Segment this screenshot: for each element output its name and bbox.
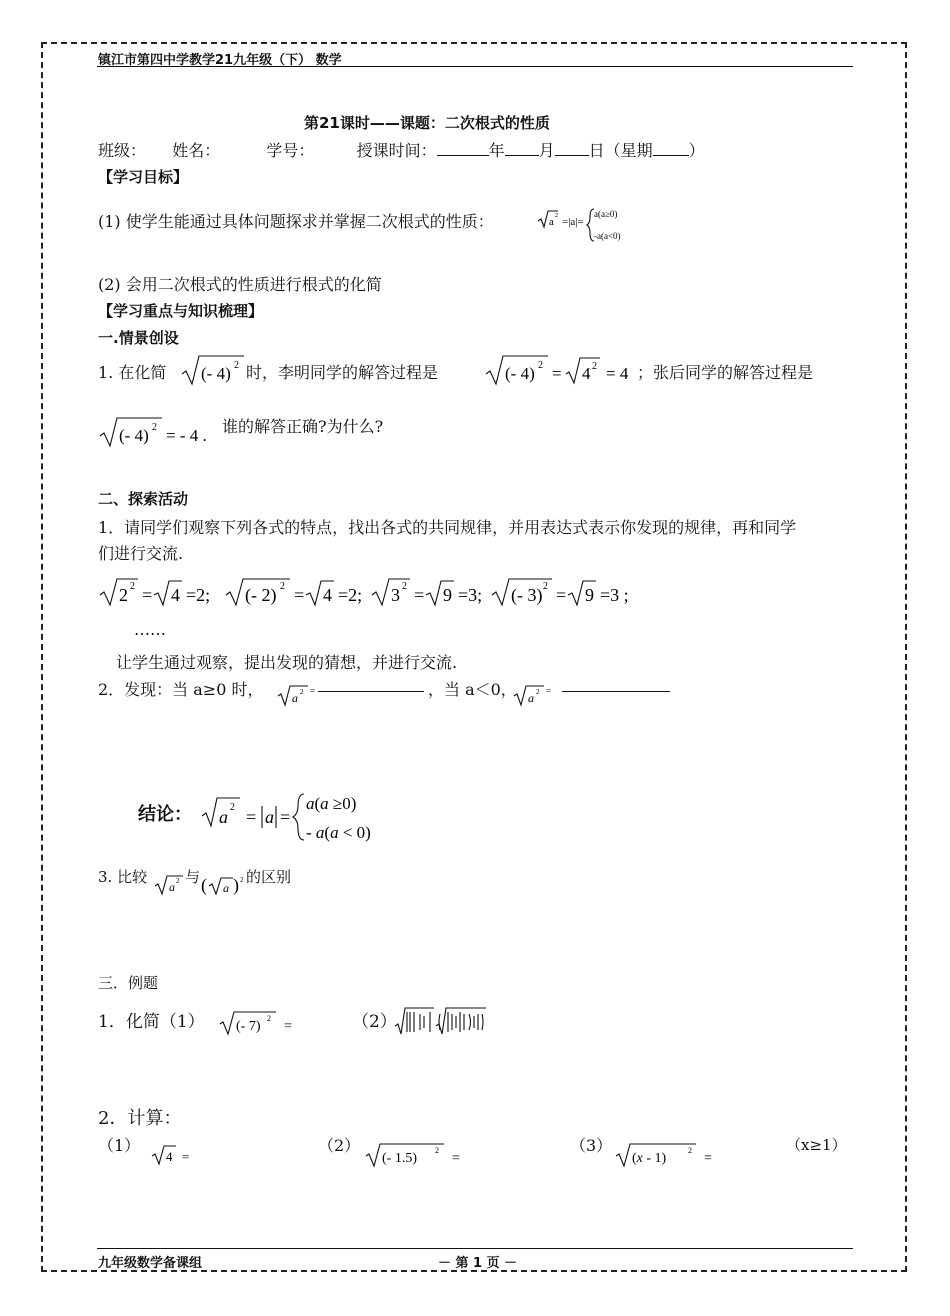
time-label: 授课时间： <box>356 141 437 160</box>
footer-group: 九年级数学备课组 <box>98 1256 203 1271</box>
scenario-text-2: 时，李明同学的解答过程是 <box>246 363 439 382</box>
sqrt-x-minus-1-sq <box>614 1140 724 1170</box>
section1-heading: 一.情景创设 <box>98 329 179 347</box>
header-rule <box>97 66 853 67</box>
svg-text:= 4: = 4 <box>606 364 629 383</box>
svg-text:(- 4): (- 4) <box>119 426 149 445</box>
weekday-blank[interactable] <box>653 141 689 156</box>
svg-text:a: a <box>549 216 554 228</box>
close-paren: ） <box>688 141 705 160</box>
sqrt-neg7-sq <box>218 1008 308 1038</box>
svg-text:=: = <box>546 686 552 696</box>
pattern-equations <box>98 575 658 611</box>
svg-text:2: 2 <box>240 876 244 884</box>
svg-text:4: 4 <box>323 585 332 605</box>
footer-page: － 第 1 页 － <box>438 1256 518 1271</box>
year-blank[interactable] <box>437 141 489 156</box>
abs-property-formula-small <box>536 203 626 253</box>
svg-text:=: = <box>310 686 316 696</box>
svg-text:): ) <box>233 875 239 895</box>
svg-text:4: 4 <box>166 1149 173 1164</box>
discover-blank-1[interactable] <box>318 677 424 692</box>
discover-text-a: 2．发现：当 a≥0 时， <box>98 680 264 699</box>
zhang-solution <box>98 414 218 450</box>
conclusion-label: 结论： <box>138 804 192 825</box>
svg-text:(: ( <box>201 875 207 895</box>
sqrt-a-sq-1 <box>276 680 320 710</box>
svg-text:=: = <box>294 585 305 605</box>
svg-text:2: 2 <box>119 585 128 605</box>
example1-2-formula <box>394 1004 490 1038</box>
day-blank[interactable] <box>555 141 589 156</box>
year-label: 年 <box>488 141 505 160</box>
goal-item-1: (1) 使学生能通过具体问题探求并掌握二次根式的性质： <box>98 212 494 231</box>
svg-text:2: 2 <box>300 688 304 696</box>
svg-text:= - 4 .: = - 4 . <box>166 426 207 445</box>
svg-text:2: 2 <box>280 581 285 592</box>
compare-text-c: 的区别 <box>246 868 292 886</box>
explore-item-1-line2: 们进行交流. <box>98 544 184 563</box>
svg-text:a: a <box>528 691 534 705</box>
svg-text:=: = <box>414 585 425 605</box>
example2-label: 2．计算： <box>98 1108 182 1129</box>
scenario-text-3: ；张后同学的解答过程是 <box>637 363 814 382</box>
goal-item-2: (2) 会用二次根式的性质进行根式的化简 <box>98 275 382 294</box>
svg-text:2: 2 <box>230 802 235 813</box>
svg-text:2: 2 <box>538 360 543 371</box>
focus-heading: 【学习重点与知识梳理】 <box>98 302 264 320</box>
svg-text:2: 2 <box>152 422 157 433</box>
sqrt-4 <box>150 1142 200 1168</box>
svg-text:=: = <box>284 1019 292 1034</box>
sqrt-a-sq-2 <box>512 680 556 710</box>
observe-text: 让学生通过观察，提出发现的猜想，并进行交流. <box>116 653 458 672</box>
svg-text:=2;: =2; <box>338 585 363 605</box>
svg-text:2: 2 <box>234 360 239 371</box>
svg-text:2: 2 <box>176 877 180 885</box>
svg-text:=3;: =3; <box>458 585 483 605</box>
calc-2-label: （2） <box>318 1136 361 1155</box>
svg-text:=: = <box>704 1151 712 1166</box>
svg-text:2: 2 <box>555 213 558 219</box>
compare-text-b: 与 <box>185 868 201 886</box>
svg-text:a: a <box>223 881 229 895</box>
day-label: 日（星期 <box>588 141 653 160</box>
svg-text:=: = <box>552 364 562 383</box>
month-blank[interactable] <box>505 141 539 156</box>
svg-text:a: a <box>219 807 228 827</box>
svg-text:2: 2 <box>402 581 407 592</box>
svg-text:4: 4 <box>171 585 180 605</box>
svg-text:2: 2 <box>543 581 548 592</box>
svg-text:-a(a<0): -a(a<0) <box>594 231 621 241</box>
svg-text:2: 2 <box>688 1146 692 1155</box>
compare-text-a: 3. 比较 <box>98 868 148 886</box>
section3-heading: 三．例题 <box>98 974 159 992</box>
conclusion-formula <box>200 786 400 846</box>
svg-text:2: 2 <box>592 361 597 372</box>
svg-text:=2;: =2; <box>186 585 211 605</box>
sqrt-a-paren-sq <box>201 872 247 898</box>
svg-text:3: 3 <box>391 585 400 605</box>
svg-text:=: = <box>182 1149 190 1164</box>
svg-text:(- 1.5): (- 1.5) <box>382 1151 417 1166</box>
svg-text:(- 4): (- 4) <box>505 364 535 383</box>
svg-text:(x - 1): (x - 1) <box>632 1151 667 1166</box>
scenario-question: 谁的解答正确?为什么? <box>222 417 384 436</box>
example1-2-label: （2） <box>352 1012 397 1032</box>
goals-heading: 【学习目标】 <box>98 168 189 186</box>
svg-text:a: a <box>292 691 298 705</box>
svg-text:=: = <box>452 1151 460 1166</box>
svg-text:a(a≥0): a(a≥0) <box>594 209 618 219</box>
svg-text:9: 9 <box>443 585 452 605</box>
svg-text:2: 2 <box>267 1014 271 1023</box>
li-ming-solution <box>484 352 644 388</box>
ellipsis: …… <box>134 620 166 639</box>
calc-3-label: （3） <box>570 1136 613 1155</box>
svg-text:(- 3): (- 3) <box>511 585 543 605</box>
svg-text:a(a ≥0): a(a ≥0) <box>306 794 357 813</box>
svg-text:=: = <box>246 807 257 827</box>
svg-text:=: = <box>556 585 567 605</box>
svg-text:=|a|=: =|a|= <box>562 216 584 228</box>
svg-text:=: = <box>280 807 291 827</box>
student-no-label: 学号： <box>266 141 315 160</box>
calc-1-label: （1） <box>98 1136 141 1155</box>
svg-text:a: a <box>265 807 274 827</box>
footer-rule <box>97 1248 853 1249</box>
svg-text:(- 7): (- 7) <box>236 1019 261 1034</box>
sqrt-neg1-5-sq <box>364 1140 474 1170</box>
svg-text:9: 9 <box>585 585 594 605</box>
month-label: 月 <box>538 141 555 160</box>
scenario-text-1: 1. 在化简 <box>98 363 167 382</box>
svg-text:(- 4): (- 4) <box>201 364 231 383</box>
page-title: 第21课时——课题：二次根式的性质 <box>304 114 550 132</box>
svg-text:4: 4 <box>582 364 591 383</box>
discover-blank-2[interactable] <box>562 677 670 692</box>
section2-heading: 二、探索活动 <box>98 490 189 508</box>
svg-text:- a(a < 0): - a(a < 0) <box>306 823 371 842</box>
explore-item-1-line1: 1．请同学们观察下列各式的特点，找出各式的共同规律，并用表达式表示你发现的规律，再和同学 <box>98 518 797 537</box>
calc-3-condition: （x≥1） <box>786 1136 847 1154</box>
class-label: 班级： <box>98 141 147 160</box>
svg-text:2: 2 <box>130 581 135 592</box>
svg-text:(- 2): (- 2) <box>245 585 277 605</box>
example1-label: 1．化简（1） <box>98 1012 205 1032</box>
svg-text:2: 2 <box>536 688 540 696</box>
svg-text:2: 2 <box>435 1146 439 1155</box>
sqrt-a-sq-3 <box>153 872 187 898</box>
name-label: 姓名： <box>172 141 221 160</box>
svg-text:a: a <box>169 880 175 894</box>
sqrt-neg4-sq <box>180 352 250 388</box>
header-school: 镇江市第四中学教学21九年级（下） 数学 <box>98 53 342 68</box>
svg-text:=: = <box>142 585 153 605</box>
svg-text:=3 ;: =3 ; <box>600 585 629 605</box>
info-line <box>98 138 705 161</box>
discover-text-b: ，当 a＜0， <box>428 680 517 699</box>
